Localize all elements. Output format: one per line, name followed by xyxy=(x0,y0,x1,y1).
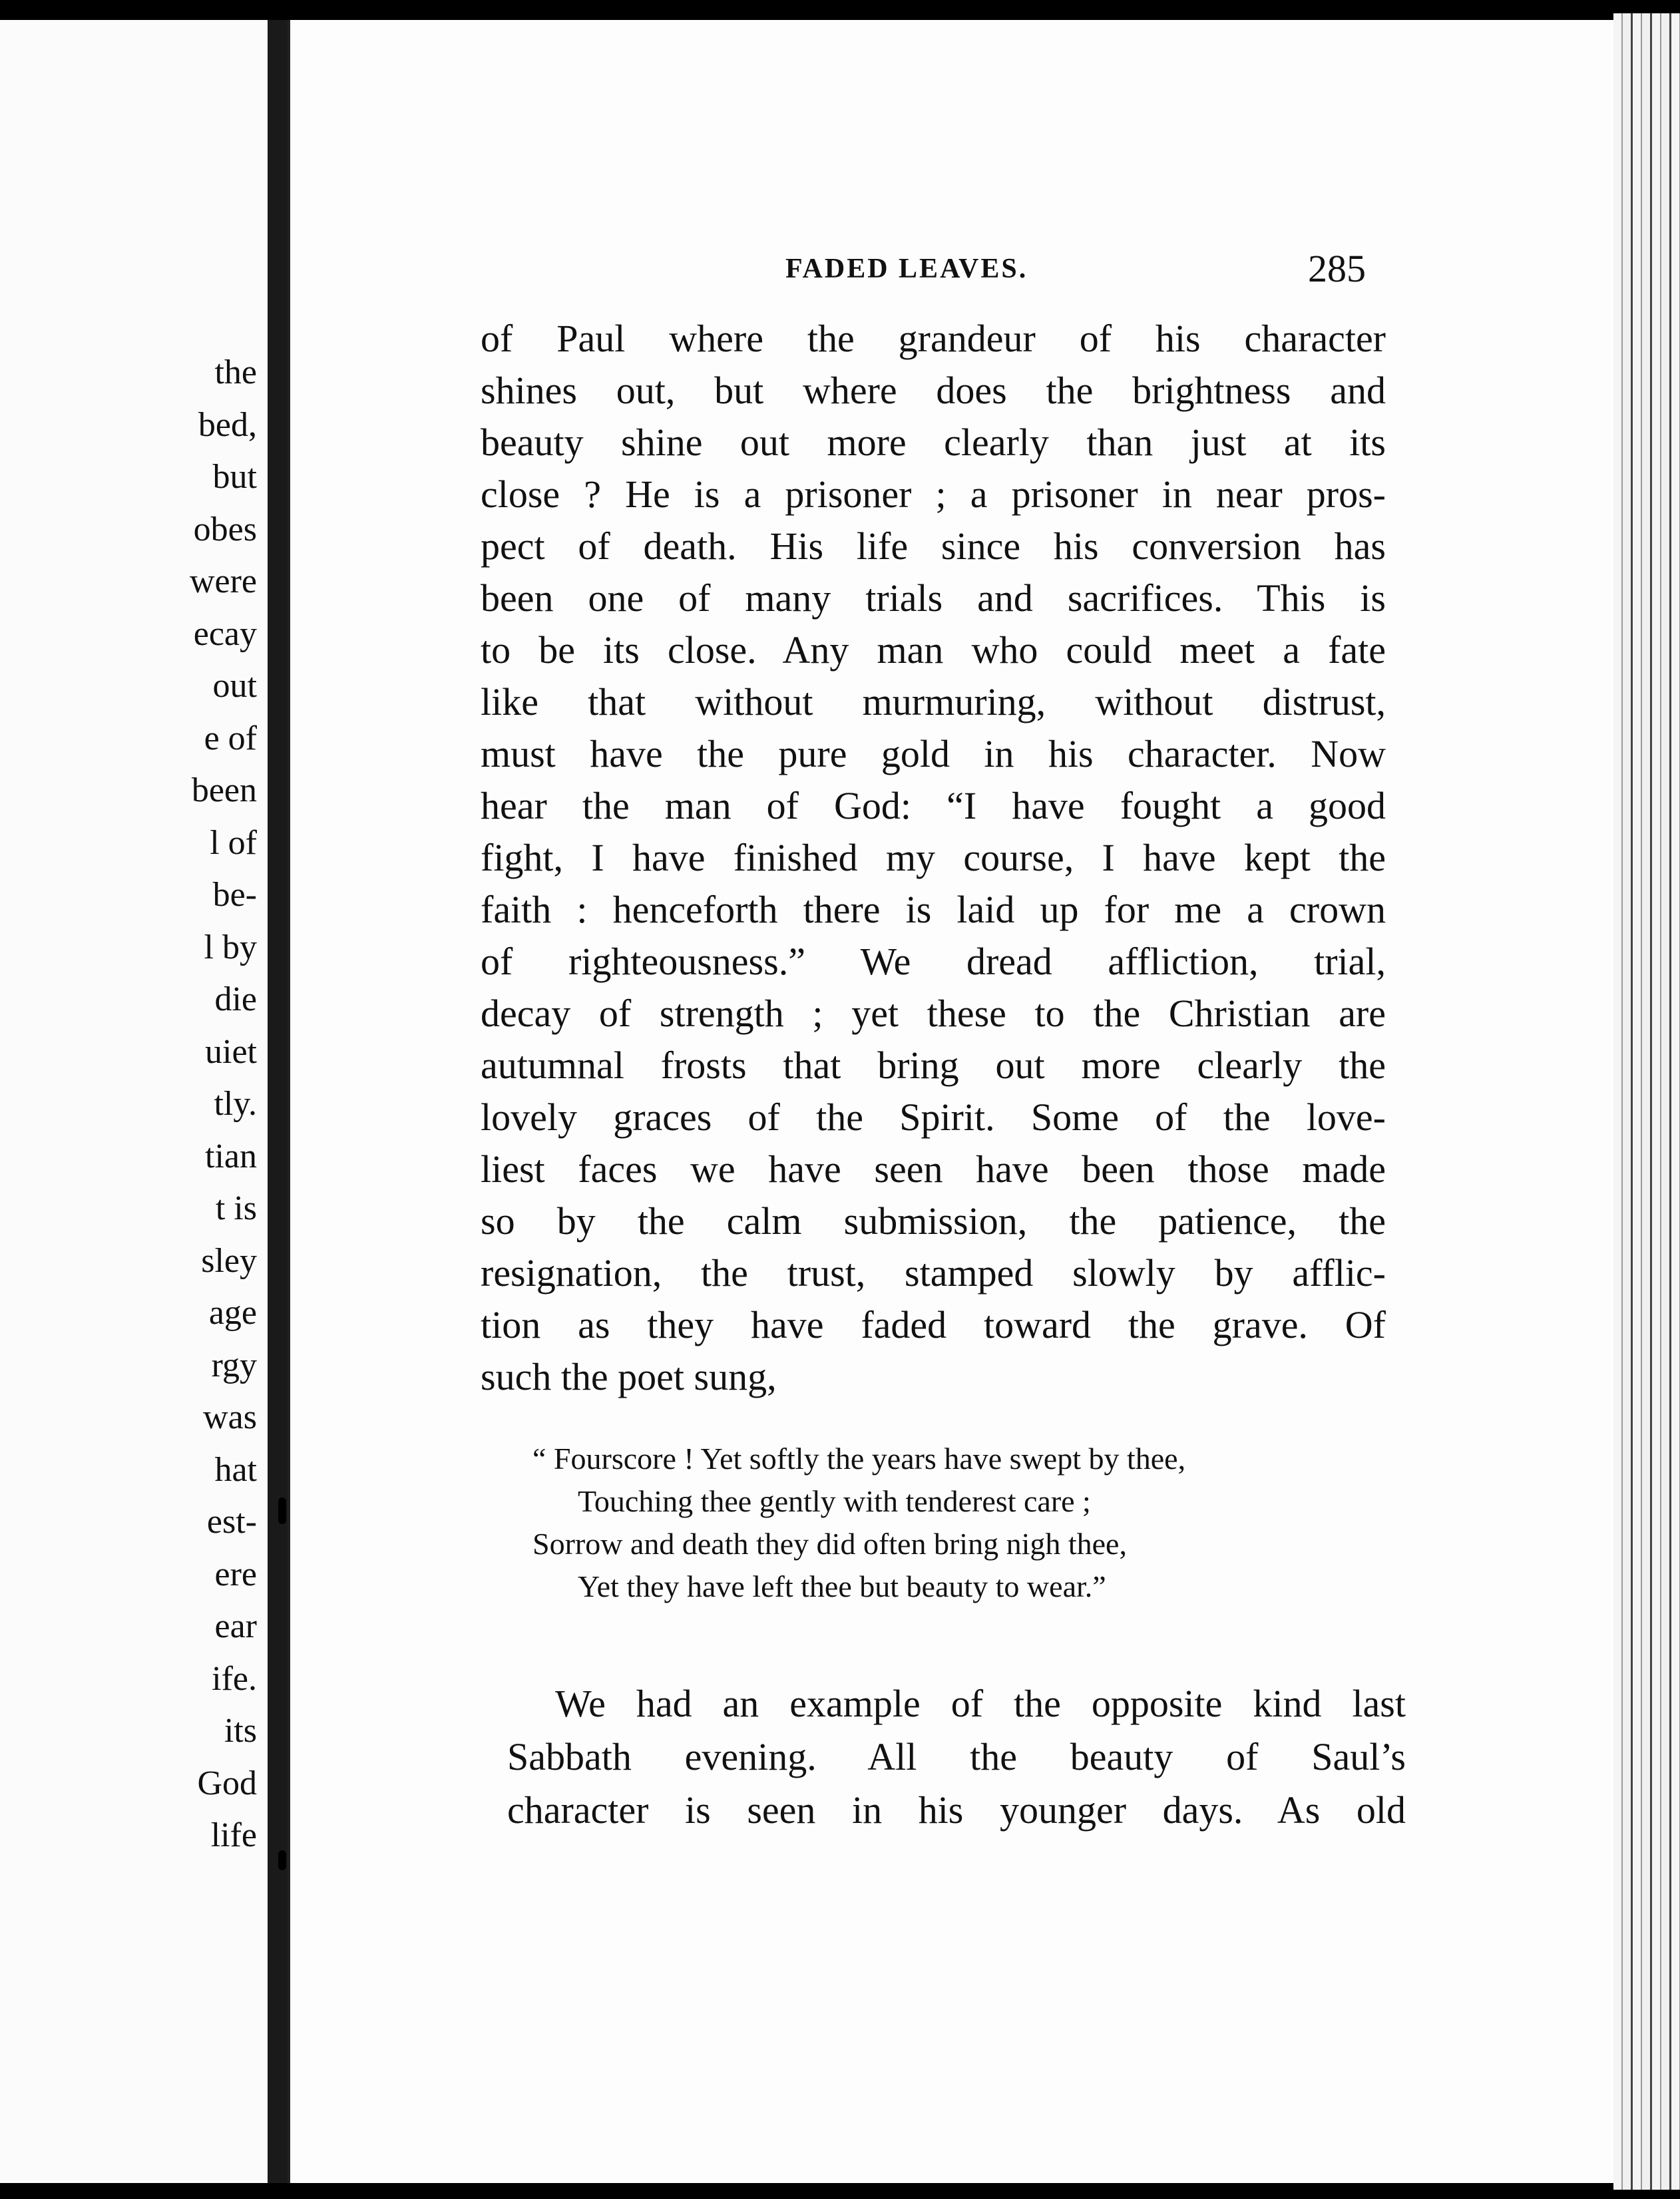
previous-page-line: were xyxy=(189,562,257,600)
text-line: so by the calm submission, the patience, the xyxy=(481,1199,1386,1243)
poem-line: Touching thee gently with tenderest care ; xyxy=(578,1484,1091,1518)
previous-page-line: God xyxy=(197,1764,257,1802)
page-number: 285 xyxy=(1308,247,1366,290)
previous-page-line: was xyxy=(203,1398,257,1436)
text-line: faith : henceforth there is laid up for me a crown xyxy=(481,888,1386,931)
previous-page-line: bed, xyxy=(198,405,257,444)
previous-page-line: tian xyxy=(205,1137,257,1175)
text-line: Sabbath evening. All the beauty of Saul’s xyxy=(507,1735,1406,1778)
previous-page-line: ear xyxy=(214,1607,257,1645)
text-line: We had an example of the opposite kind last xyxy=(555,1682,1406,1725)
text-line: fight, I have finished my course, I have kept the xyxy=(481,836,1386,879)
previous-page-line: tly. xyxy=(214,1085,257,1123)
poem-line: Yet they have left thee but beauty to wear.” xyxy=(578,1569,1106,1603)
text-line: of righteousness.” We dread affliction, trial, xyxy=(481,940,1386,983)
running-head xyxy=(493,246,1366,293)
text-line: close ? He is a prisoner ; a prisoner in near pros- xyxy=(481,473,1386,516)
previous-page xyxy=(0,20,268,2183)
previous-page-line: but xyxy=(212,458,257,496)
text-line: resignation, the trust, stamped slowly by afflic- xyxy=(481,1251,1386,1295)
text-line: character is seen in his younger days. As old xyxy=(507,1788,1406,1832)
poem-quote xyxy=(532,1438,1398,1608)
binding-mark xyxy=(278,1850,286,1870)
text-line: hear the man of God: “I have fought a good xyxy=(481,784,1386,827)
text-line: tion as they have faded toward the grave. Of xyxy=(481,1303,1386,1346)
previous-page-line: die xyxy=(214,980,257,1018)
previous-page-line: life xyxy=(210,1816,257,1854)
text-line: shines out, but where does the brightness and xyxy=(481,369,1386,412)
previous-page-line: ife. xyxy=(212,1659,257,1698)
previous-page-line: l by xyxy=(204,928,257,966)
previous-page-line: rgy xyxy=(211,1346,257,1384)
previous-page-line: be- xyxy=(212,876,257,914)
page-edges xyxy=(1613,13,1680,2190)
text-line: of Paul where the grandeur of his character xyxy=(481,317,1386,360)
text-line: pect of death. His life since his conversion has xyxy=(481,524,1386,568)
running-head-title: FADED LEAVES. xyxy=(785,254,1028,284)
previous-page-line: the xyxy=(214,353,257,391)
previous-page-line: sley xyxy=(201,1241,257,1280)
text-line: been one of many trials and sacrifices. This is xyxy=(481,576,1386,620)
text-line: like that without murmuring, without distrust, xyxy=(481,680,1386,723)
previous-page-line: l of xyxy=(210,823,257,862)
previous-page-line: hat xyxy=(214,1450,257,1489)
previous-page-line: e of xyxy=(204,719,257,757)
previous-page-line: been xyxy=(191,771,257,809)
poem-line: “ Fourscore ! Yet softly the years have swept by thee, xyxy=(532,1442,1186,1476)
previous-page-line: uiet xyxy=(205,1032,257,1071)
text-line: liest faces we have seen have been those made xyxy=(481,1147,1386,1191)
previous-page-line: t is xyxy=(215,1189,257,1227)
previous-page-line: its xyxy=(224,1712,257,1750)
previous-page-line: ecay xyxy=(193,614,257,653)
paragraph-1 xyxy=(481,313,1386,1403)
text-line: autumnal frosts that bring out more clearly the xyxy=(481,1044,1386,1087)
previous-page-line: out xyxy=(212,667,257,705)
previous-page-line: obes xyxy=(193,510,257,548)
binding-mark xyxy=(278,1498,286,1524)
text-line: lovely graces of the Spirit. Some of the love- xyxy=(481,1096,1386,1139)
paragraph-2 xyxy=(507,1677,1406,1837)
previous-page-line: age xyxy=(208,1294,257,1332)
text-line: to be its close. Any man who could meet a fate xyxy=(481,628,1386,672)
text-line: decay of strength ; yet these to the Christian are xyxy=(481,992,1386,1035)
text-line: such the poet sung, xyxy=(481,1355,777,1398)
previous-page-line: ere xyxy=(214,1555,257,1593)
text-line: must have the pure gold in his character. Now xyxy=(481,732,1386,775)
text-line: beauty shine out more clearly than just at its xyxy=(481,421,1386,464)
previous-page-line: est- xyxy=(206,1503,257,1541)
poem-line: Sorrow and death they did often bring nigh thee, xyxy=(532,1527,1127,1561)
